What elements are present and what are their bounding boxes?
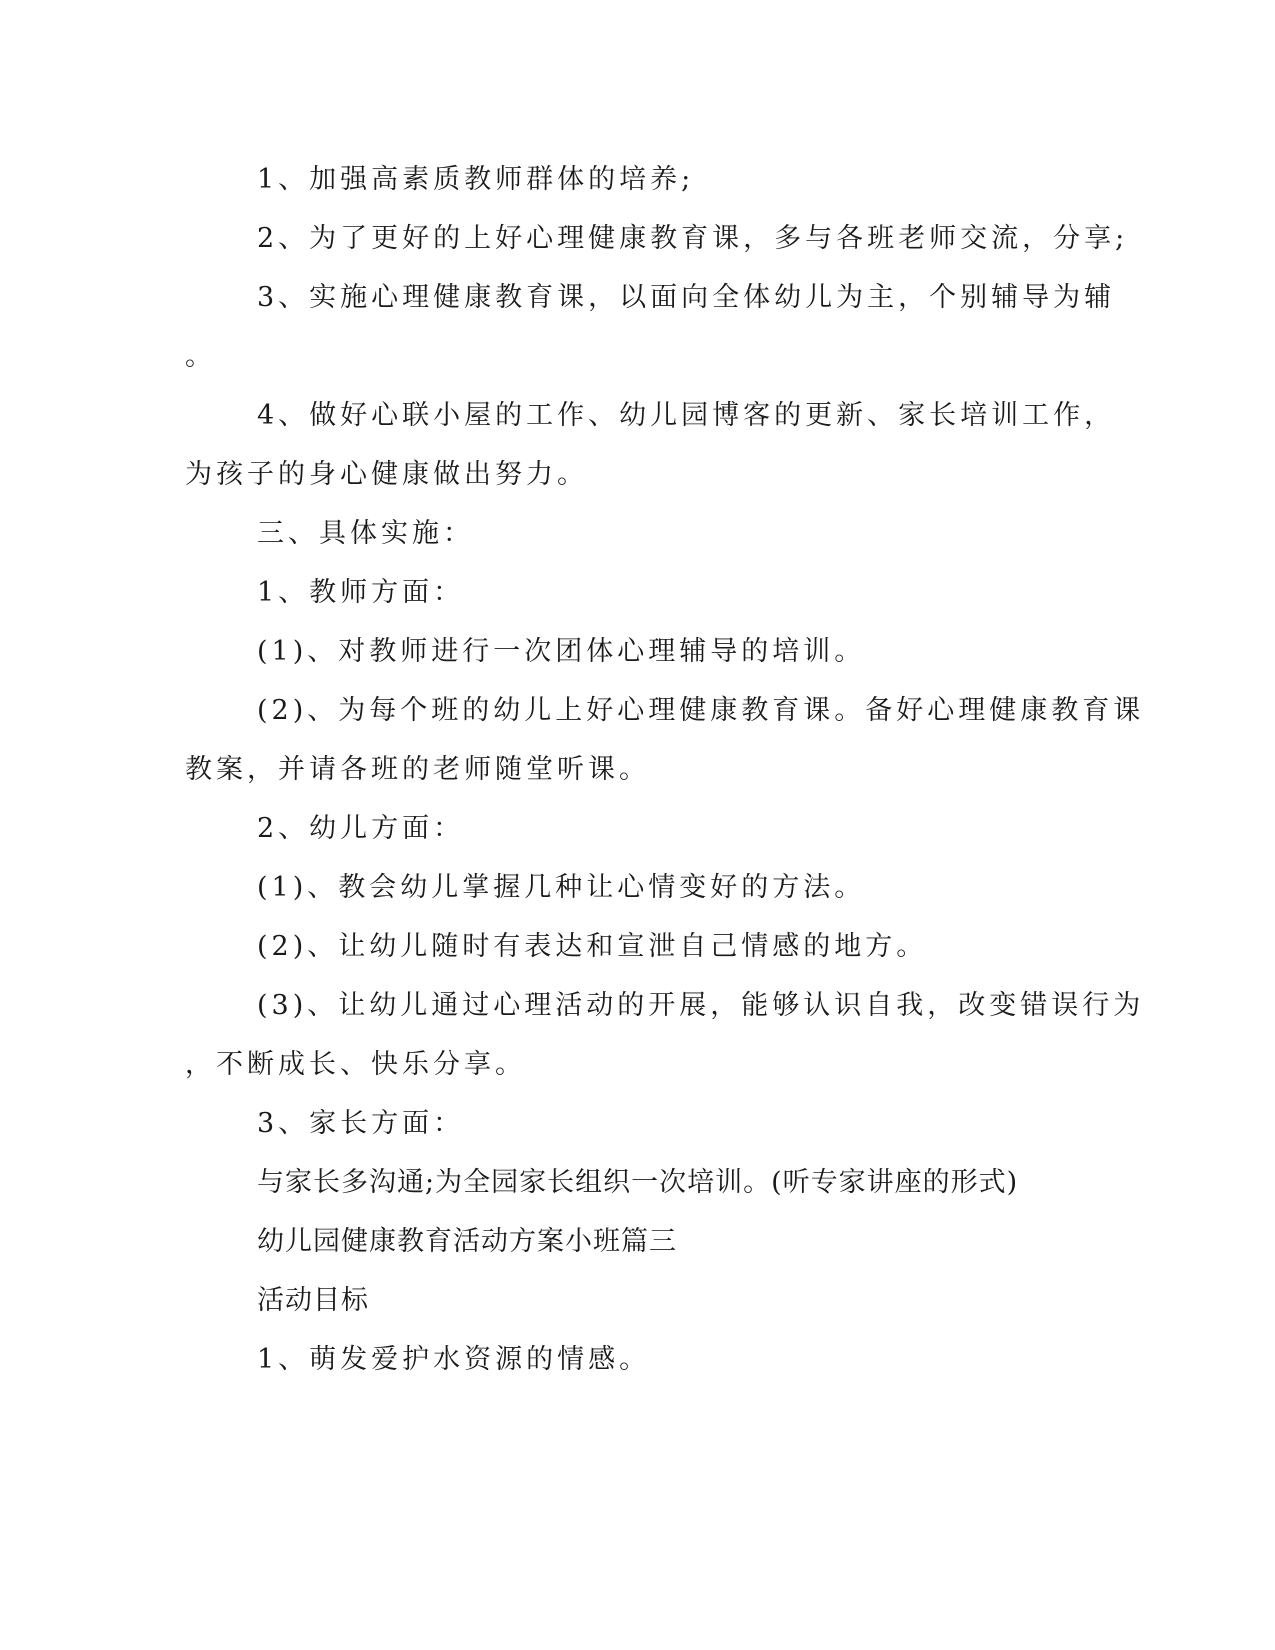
goal-item-2: 2、为了更好的上好心理健康教育课，多与各班老师交流，分享; (257, 223, 1129, 254)
subheading-parents: 3、家长方面： (257, 1108, 465, 1139)
parents-item: 与家长多沟通;为全园家长组织一次培训。(听专家讲座的形式) (257, 1167, 1019, 1198)
goal-item-4-continued: 为孩子的身心健康做出努力。 (185, 459, 588, 490)
children-item-1: (1)、教会幼儿掌握几种让心情变好的方法。 (257, 872, 866, 903)
teachers-item-2-continued: 教案，并请各班的老师随堂听课。 (185, 754, 650, 785)
goal-item-3: 3、实施心理健康教育课，以面向全体幼儿为主，个别辅导为辅 (257, 282, 1116, 313)
goal-item-4: 4、做好心联小屋的工作、幼儿园博客的更新、家长培训工作， (257, 400, 1116, 431)
goal-item-3-continued: 。 (185, 341, 216, 372)
teachers-item-2: (2)、为每个班的幼儿上好心理健康教育课。备好心理健康教育课 (257, 695, 1145, 726)
subheading-children: 2、幼儿方面： (257, 813, 465, 844)
goal-item-1: 1、加强高素质教师群体的培养; (257, 164, 695, 195)
children-item-3-continued: ，不断成长、快乐分享。 (185, 1049, 526, 1080)
section-heading-implementation: 三、具体实施： (257, 518, 474, 549)
article-title: 幼儿园健康教育活动方案小班篇三 (257, 1226, 677, 1257)
activity-goal-1: 1、萌发爱护水资源的情感。 (257, 1344, 651, 1375)
subheading-activity-goals: 活动目标 (257, 1285, 369, 1316)
children-item-2: (2)、让幼儿随时有表达和宣泄自己情感的地方。 (257, 931, 928, 962)
subheading-teachers: 1、教师方面： (257, 577, 465, 608)
teachers-item-1: (1)、对教师进行一次团体心理辅导的培训。 (257, 636, 866, 667)
children-item-3: (3)、让幼儿通过心理活动的开展，能够认识自我，改变错误行为 (257, 990, 1145, 1021)
